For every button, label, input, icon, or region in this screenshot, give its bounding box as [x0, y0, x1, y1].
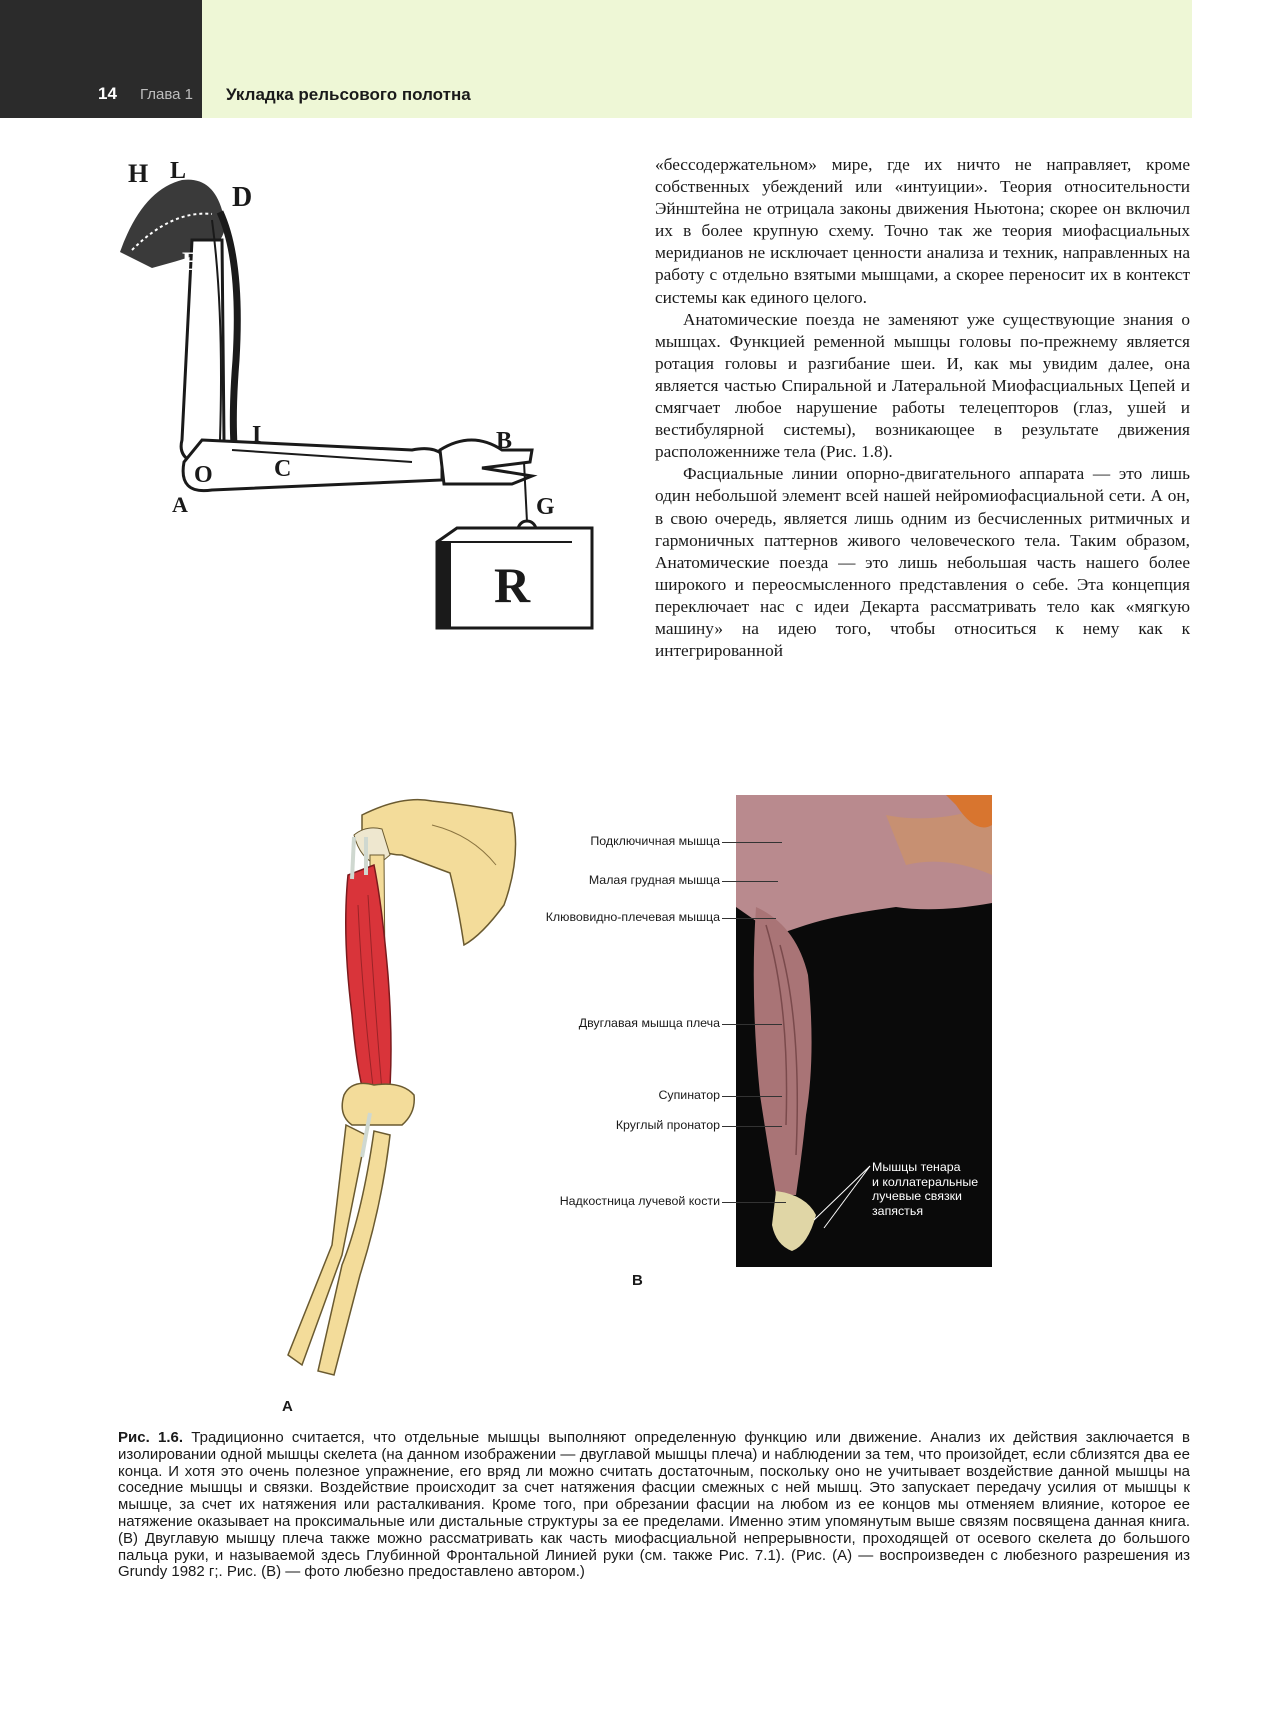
leader-line	[722, 842, 782, 843]
figure-letter-a: A	[282, 1398, 293, 1415]
woodcut-letter-e: E	[182, 247, 200, 276]
woodcut-letter-d: D	[232, 182, 253, 213]
body-text	[655, 154, 1190, 662]
body-paragraph: «бессодержательном» мире, где их ничто не направляет, кроме собственных убеждений или «интуиции». Теория относительности Эйнштейна не отрицала законы движения Ньютона; скорее он включил их в более крупную схему. Точно так же теория миофасциальных меридианов не исключает ценности анализа и техник, направленных на работу с отдельно взятыми мышцами, а скорее переносит их в контекст системы как единого целого.	[655, 155, 1190, 307]
figure-letter-b: B	[632, 1272, 643, 1289]
caption-head: Рис. 1.6.	[118, 1429, 184, 1446]
figure-caption	[118, 1430, 1190, 1581]
leader-line	[722, 1202, 786, 1203]
woodcut-letter-i: I	[252, 422, 262, 448]
chapter-label: Глава 1	[140, 86, 194, 103]
photo-leader-lines	[800, 1160, 880, 1240]
photo-label-line: лучевые связки	[872, 1189, 962, 1203]
label-pronator-teres: Круглый пронатор	[615, 1118, 720, 1132]
leader-line	[722, 881, 778, 882]
label-supinator: Супинатор	[658, 1088, 720, 1102]
body-paragraph: Анатомические поезда не заменяют уже существующие знания о мышцах. Функцией ременной мышцы головы по-прежнему является ротация головы и разгибание шеи. И, как мы увидим далее, она является частью Спиральной и Латеральной Миофасциальных Цепей и смягчает любое нарушение работы телецепторов (глаз, ушей и вестибулярной системы), возникающее в результате движения расположенниже тела (Рис. 1.8).	[655, 309, 1190, 462]
leader-line	[722, 1024, 782, 1025]
woodcut-letter-r: R	[494, 557, 531, 613]
biceps-arm-drawing	[282, 795, 522, 1395]
page-number: 14	[98, 84, 117, 103]
leader-line	[722, 1126, 782, 1127]
woodcut-letter-o: O	[194, 462, 213, 488]
leader-line	[722, 918, 776, 919]
label-coracobrachialis: Клювовидно-плечевая мышца	[545, 910, 720, 924]
woodcut-arm-illustration	[112, 150, 612, 650]
photo-label-line: Мышцы тенара	[872, 1160, 961, 1174]
woodcut-letter-l: L	[170, 158, 187, 184]
page-title: Укладка рельсового полотна	[226, 85, 471, 104]
woodcut-letter-a: A	[172, 492, 188, 517]
label-subclavius: Подключичная мышца	[590, 834, 720, 848]
label-pectoralis-minor: Малая грудная мышца	[588, 873, 720, 887]
woodcut-letter-c: C	[274, 456, 292, 482]
label-thenar-muscles	[872, 1160, 978, 1218]
caption-text: Традиционно считается, что отдельные мышцы выполняют определенную функцию или движение. Анализ их действия заключается в изолировании одной мышцы скелета (на данном изображении — двуглавой мышцы плеча) и наблюдении за тем, что произойдет, если сблизятся два ее конца. И хотя это очень полезное упражнение, его вряд ли можно считать достаточным, поскольку оно не учитывает воздействие данной мышцы на соседние мышцы и связки. Воздействие происходит за счет натяжения фасции смежных с ней мышц. Это запускает передачу усилия от мышцы к мышце, за счет их натяжения или расталкивания. Кроме того, при обрезании фасции на любом из ее концов мы отменяем влияние, которое ее натяжение оказывает на проксимальные или дистальные структуры за ее пределами. Именно этим упомянутым выше связям посвящена данная книга. (B) Двуглавую мышцу плеча также можно рассматривать как часть миофасциальной непрерывности, проходящей от осевого скелета до большого пальца руки, и называемой здесь Глубинной Фронтальной Линией руки (см. также Рис. 7.1). (Рис. (A) — воспроизведен с любезного разрешения из Grundy 1982 г;. Рис. (B) — фото любезно предоставлено автором.)	[118, 1429, 1190, 1581]
label-radius-periosteum: Надкостница лучевой кости	[559, 1194, 720, 1208]
label-biceps-brachii: Двуглавая мышца плеча	[578, 1016, 720, 1030]
body-paragraph: Фасциальные линии опорно-двигательного аппарата — это лишь один небольшой элемент всей нашей нейромиофасциальной сети. А он, в свою очередь, является лишь одним из бесчисленных ритмичных и гармоничных паттернов живого человеческого тела. Таким образом, Анатомические поезда — это лишь небольшая часть нашего более широкого и переосмысленного представления о себе. Эта концепция переключает нас с идеи Декарта рассматривать тело как «мягкую машину» на идею того, чтобы относиться к нему как к интегрированной	[655, 464, 1190, 661]
woodcut-letter-b: B	[496, 428, 513, 454]
photo-label-line: запястья	[872, 1203, 924, 1218]
woodcut-letter-h: H	[128, 159, 149, 188]
leader-line	[722, 1096, 782, 1097]
woodcut-letter-g: G	[536, 494, 555, 520]
photo-label-line: и коллатеральные	[872, 1174, 979, 1189]
